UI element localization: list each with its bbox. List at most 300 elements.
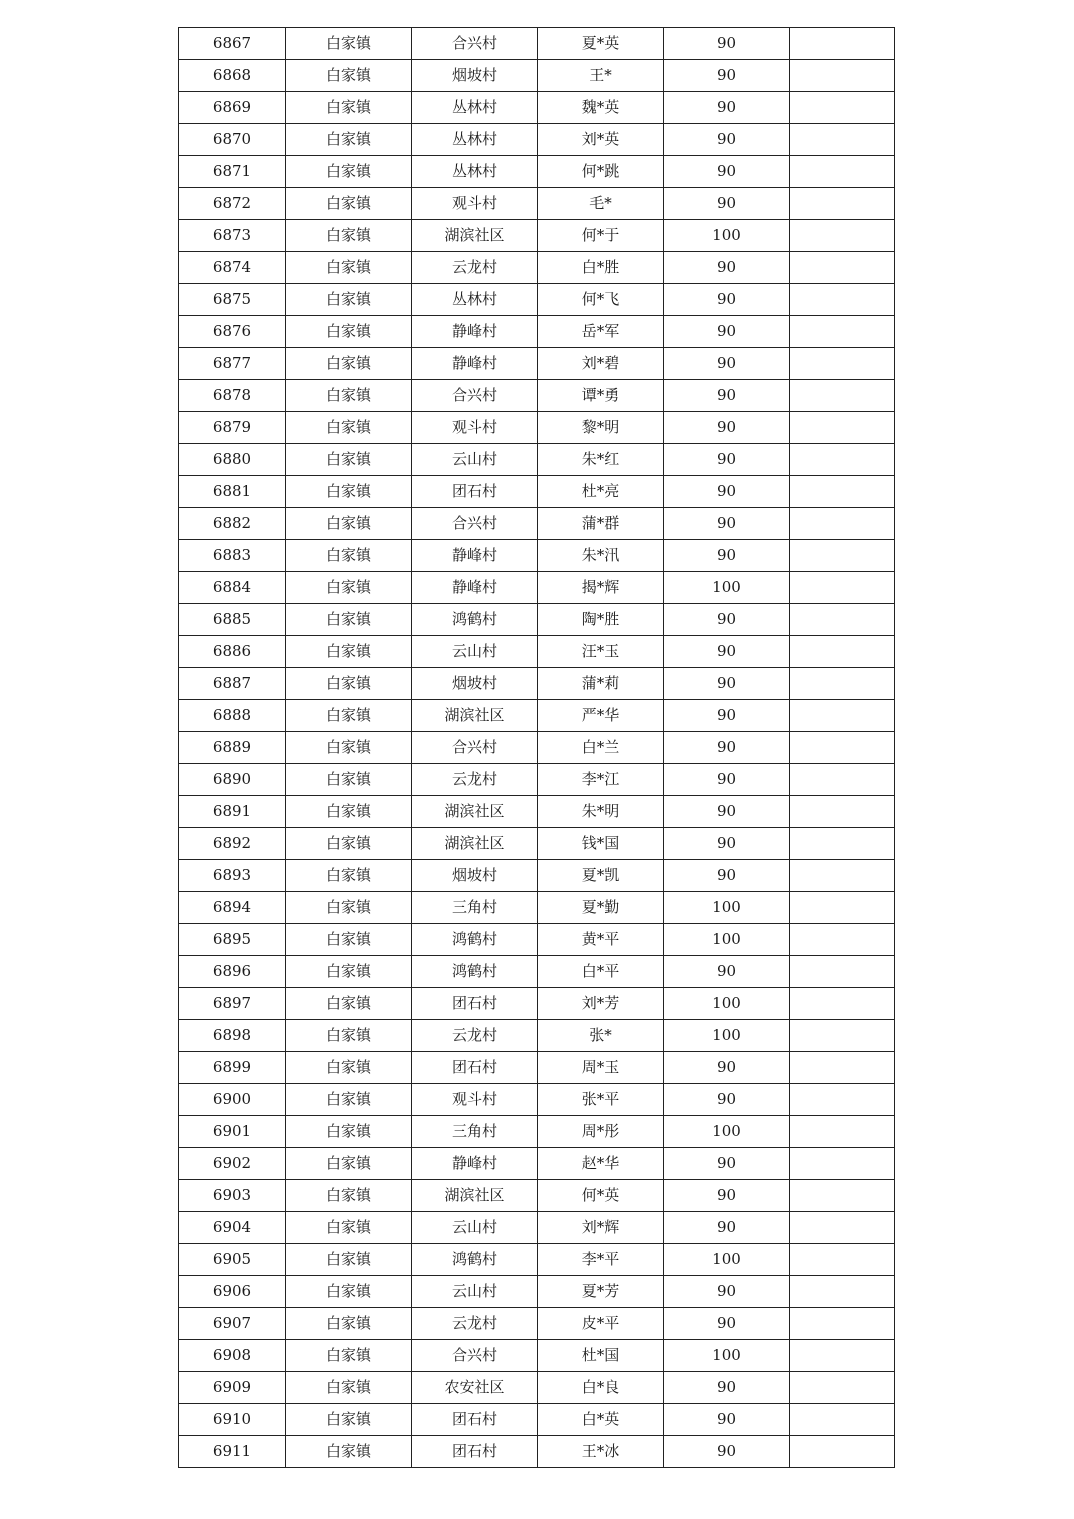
table-row <box>179 1308 895 1340</box>
name-cell: 严*华 <box>538 700 664 732</box>
name-cell: 王*冰 <box>538 1436 664 1468</box>
village-cell: 静峰村 <box>412 572 538 604</box>
name-cell: 张*平 <box>538 1084 664 1116</box>
amount-cell: 90 <box>664 1404 790 1436</box>
serial-number-cell: 6909 <box>179 1372 286 1404</box>
town-cell: 白家镇 <box>286 956 412 988</box>
amount-cell: 90 <box>664 604 790 636</box>
amount-cell: 90 <box>664 380 790 412</box>
village-cell: 丛林村 <box>412 284 538 316</box>
remark-cell <box>790 188 895 220</box>
village-cell: 鸿鹤村 <box>412 1244 538 1276</box>
town-cell: 白家镇 <box>286 348 412 380</box>
town-cell: 白家镇 <box>286 1052 412 1084</box>
remark-cell <box>790 60 895 92</box>
remark-cell <box>790 412 895 444</box>
table-row <box>179 572 895 604</box>
remark-cell <box>790 444 895 476</box>
town-cell: 白家镇 <box>286 124 412 156</box>
village-cell: 三角村 <box>412 1116 538 1148</box>
town-cell: 白家镇 <box>286 412 412 444</box>
town-cell: 白家镇 <box>286 1148 412 1180</box>
serial-number-cell: 6878 <box>179 380 286 412</box>
table-row <box>179 924 895 956</box>
name-cell: 朱*汛 <box>538 540 664 572</box>
village-cell: 静峰村 <box>412 540 538 572</box>
serial-number-cell: 6907 <box>179 1308 286 1340</box>
amount-cell: 90 <box>664 28 790 60</box>
table-row <box>179 28 895 60</box>
serial-number-cell: 6899 <box>179 1052 286 1084</box>
amount-cell: 90 <box>664 732 790 764</box>
town-cell: 白家镇 <box>286 1404 412 1436</box>
village-cell: 合兴村 <box>412 508 538 540</box>
serial-number-cell: 6877 <box>179 348 286 380</box>
amount-cell: 90 <box>664 828 790 860</box>
town-cell: 白家镇 <box>286 444 412 476</box>
remark-cell <box>790 636 895 668</box>
name-cell: 刘*碧 <box>538 348 664 380</box>
table-row <box>179 860 895 892</box>
amount-cell: 100 <box>664 924 790 956</box>
village-cell: 合兴村 <box>412 732 538 764</box>
serial-number-cell: 6904 <box>179 1212 286 1244</box>
remark-cell <box>790 1116 895 1148</box>
village-cell: 静峰村 <box>412 1148 538 1180</box>
table-row <box>179 540 895 572</box>
remark-cell <box>790 892 895 924</box>
town-cell: 白家镇 <box>286 508 412 540</box>
serial-number-cell: 6885 <box>179 604 286 636</box>
town-cell: 白家镇 <box>286 572 412 604</box>
table-row <box>179 956 895 988</box>
town-cell: 白家镇 <box>286 1084 412 1116</box>
serial-number-cell: 6870 <box>179 124 286 156</box>
table-row <box>179 700 895 732</box>
name-cell: 杜*国 <box>538 1340 664 1372</box>
serial-number-cell: 6879 <box>179 412 286 444</box>
amount-cell: 90 <box>664 1084 790 1116</box>
village-cell: 团石村 <box>412 1052 538 1084</box>
village-cell: 团石村 <box>412 1436 538 1468</box>
serial-number-cell: 6880 <box>179 444 286 476</box>
name-cell: 白*胜 <box>538 252 664 284</box>
remark-cell <box>790 1372 895 1404</box>
name-cell: 黎*明 <box>538 412 664 444</box>
name-cell: 刘*英 <box>538 124 664 156</box>
village-cell: 团石村 <box>412 1404 538 1436</box>
name-cell: 皮*平 <box>538 1308 664 1340</box>
remark-cell <box>790 1052 895 1084</box>
table-row <box>179 1020 895 1052</box>
name-cell: 杜*亮 <box>538 476 664 508</box>
amount-cell: 100 <box>664 572 790 604</box>
name-cell: 李*江 <box>538 764 664 796</box>
amount-cell: 90 <box>664 1372 790 1404</box>
table-row <box>179 1340 895 1372</box>
town-cell: 白家镇 <box>286 636 412 668</box>
amount-cell: 100 <box>664 1244 790 1276</box>
amount-cell: 90 <box>664 1436 790 1468</box>
table-row <box>179 476 895 508</box>
serial-number-cell: 6905 <box>179 1244 286 1276</box>
remark-cell <box>790 1020 895 1052</box>
name-cell: 毛* <box>538 188 664 220</box>
name-cell: 王* <box>538 60 664 92</box>
table-row <box>179 1180 895 1212</box>
name-cell: 刘*辉 <box>538 1212 664 1244</box>
remark-cell <box>790 1340 895 1372</box>
table-row <box>179 124 895 156</box>
table-row <box>179 988 895 1020</box>
table-row <box>179 892 895 924</box>
serial-number-cell: 6869 <box>179 92 286 124</box>
amount-cell: 90 <box>664 284 790 316</box>
remark-cell <box>790 764 895 796</box>
remark-cell <box>790 924 895 956</box>
town-cell: 白家镇 <box>286 316 412 348</box>
village-cell: 鸿鹤村 <box>412 956 538 988</box>
serial-number-cell: 6874 <box>179 252 286 284</box>
table-row <box>179 220 895 252</box>
table-row <box>179 1372 895 1404</box>
table-row <box>179 1436 895 1468</box>
amount-cell: 90 <box>664 348 790 380</box>
amount-cell: 90 <box>664 156 790 188</box>
name-cell: 夏*勤 <box>538 892 664 924</box>
serial-number-cell: 6886 <box>179 636 286 668</box>
amount-cell: 90 <box>664 188 790 220</box>
serial-number-cell: 6901 <box>179 1116 286 1148</box>
remark-cell <box>790 700 895 732</box>
table-row <box>179 668 895 700</box>
remark-cell <box>790 604 895 636</box>
village-cell: 云龙村 <box>412 764 538 796</box>
serial-number-cell: 6873 <box>179 220 286 252</box>
village-cell: 烟坡村 <box>412 668 538 700</box>
village-cell: 观斗村 <box>412 1084 538 1116</box>
serial-number-cell: 6888 <box>179 700 286 732</box>
serial-number-cell: 6890 <box>179 764 286 796</box>
remark-cell <box>790 28 895 60</box>
village-cell: 丛林村 <box>412 92 538 124</box>
remark-cell <box>790 252 895 284</box>
remark-cell <box>790 956 895 988</box>
town-cell: 白家镇 <box>286 380 412 412</box>
remark-cell <box>790 348 895 380</box>
village-cell: 烟坡村 <box>412 60 538 92</box>
serial-number-cell: 6868 <box>179 60 286 92</box>
village-cell: 静峰村 <box>412 316 538 348</box>
town-cell: 白家镇 <box>286 732 412 764</box>
town-cell: 白家镇 <box>286 1212 412 1244</box>
name-cell: 何*于 <box>538 220 664 252</box>
town-cell: 白家镇 <box>286 924 412 956</box>
amount-cell: 90 <box>664 1180 790 1212</box>
amount-cell: 90 <box>664 1212 790 1244</box>
serial-number-cell: 6897 <box>179 988 286 1020</box>
remark-cell <box>790 1244 895 1276</box>
name-cell: 周*玉 <box>538 1052 664 1084</box>
amount-cell: 90 <box>664 508 790 540</box>
town-cell: 白家镇 <box>286 828 412 860</box>
serial-number-cell: 6896 <box>179 956 286 988</box>
village-cell: 云山村 <box>412 1212 538 1244</box>
name-cell: 李*平 <box>538 1244 664 1276</box>
town-cell: 白家镇 <box>286 1276 412 1308</box>
remark-cell <box>790 156 895 188</box>
remark-cell <box>790 668 895 700</box>
town-cell: 白家镇 <box>286 1372 412 1404</box>
village-cell: 农安社区 <box>412 1372 538 1404</box>
remark-cell <box>790 732 895 764</box>
table-row <box>179 604 895 636</box>
town-cell: 白家镇 <box>286 796 412 828</box>
town-cell: 白家镇 <box>286 540 412 572</box>
amount-cell: 100 <box>664 1340 790 1372</box>
amount-cell: 90 <box>664 316 790 348</box>
amount-cell: 100 <box>664 1020 790 1052</box>
village-cell: 丛林村 <box>412 156 538 188</box>
village-cell: 丛林村 <box>412 124 538 156</box>
table-row <box>179 732 895 764</box>
remark-cell <box>790 1212 895 1244</box>
serial-number-cell: 6875 <box>179 284 286 316</box>
village-cell: 观斗村 <box>412 188 538 220</box>
table-row <box>179 284 895 316</box>
serial-number-cell: 6884 <box>179 572 286 604</box>
amount-cell: 90 <box>664 1276 790 1308</box>
name-cell: 张* <box>538 1020 664 1052</box>
amount-cell: 90 <box>664 60 790 92</box>
town-cell: 白家镇 <box>286 764 412 796</box>
town-cell: 白家镇 <box>286 1436 412 1468</box>
table-row <box>179 1276 895 1308</box>
remark-cell <box>790 316 895 348</box>
roster-table <box>178 27 895 1468</box>
serial-number-cell: 6892 <box>179 828 286 860</box>
name-cell: 白*英 <box>538 1404 664 1436</box>
village-cell: 云山村 <box>412 1276 538 1308</box>
table-row <box>179 828 895 860</box>
town-cell: 白家镇 <box>286 220 412 252</box>
name-cell: 岳*军 <box>538 316 664 348</box>
town-cell: 白家镇 <box>286 60 412 92</box>
amount-cell: 90 <box>664 92 790 124</box>
remark-cell <box>790 1404 895 1436</box>
amount-cell: 90 <box>664 668 790 700</box>
village-cell: 云龙村 <box>412 252 538 284</box>
village-cell: 观斗村 <box>412 412 538 444</box>
amount-cell: 90 <box>664 956 790 988</box>
village-cell: 静峰村 <box>412 348 538 380</box>
serial-number-cell: 6883 <box>179 540 286 572</box>
table-row <box>179 1052 895 1084</box>
serial-number-cell: 6889 <box>179 732 286 764</box>
serial-number-cell: 6887 <box>179 668 286 700</box>
village-cell: 云龙村 <box>412 1308 538 1340</box>
table-row <box>179 1116 895 1148</box>
village-cell: 鸿鹤村 <box>412 924 538 956</box>
village-cell: 合兴村 <box>412 380 538 412</box>
amount-cell: 90 <box>664 252 790 284</box>
name-cell: 夏*凯 <box>538 860 664 892</box>
name-cell: 白*兰 <box>538 732 664 764</box>
amount-cell: 100 <box>664 988 790 1020</box>
serial-number-cell: 6908 <box>179 1340 286 1372</box>
village-cell: 云山村 <box>412 636 538 668</box>
table-row <box>179 252 895 284</box>
table-row <box>179 1244 895 1276</box>
town-cell: 白家镇 <box>286 476 412 508</box>
town-cell: 白家镇 <box>286 188 412 220</box>
remark-cell <box>790 284 895 316</box>
serial-number-cell: 6898 <box>179 1020 286 1052</box>
remark-cell <box>790 92 895 124</box>
amount-cell: 90 <box>664 860 790 892</box>
name-cell: 揭*辉 <box>538 572 664 604</box>
name-cell: 夏*英 <box>538 28 664 60</box>
town-cell: 白家镇 <box>286 1308 412 1340</box>
village-cell: 湖滨社区 <box>412 1180 538 1212</box>
village-cell: 湖滨社区 <box>412 220 538 252</box>
serial-number-cell: 6903 <box>179 1180 286 1212</box>
town-cell: 白家镇 <box>286 28 412 60</box>
remark-cell <box>790 796 895 828</box>
table-row <box>179 1148 895 1180</box>
name-cell: 谭*勇 <box>538 380 664 412</box>
serial-number-cell: 6911 <box>179 1436 286 1468</box>
village-cell: 湖滨社区 <box>412 700 538 732</box>
table-row <box>179 412 895 444</box>
town-cell: 白家镇 <box>286 1180 412 1212</box>
village-cell: 湖滨社区 <box>412 796 538 828</box>
table-row <box>179 508 895 540</box>
village-cell: 烟坡村 <box>412 860 538 892</box>
remark-cell <box>790 1276 895 1308</box>
table-row <box>179 764 895 796</box>
table-row <box>179 380 895 412</box>
amount-cell: 100 <box>664 892 790 924</box>
name-cell: 朱*红 <box>538 444 664 476</box>
name-cell: 黄*平 <box>538 924 664 956</box>
amount-cell: 90 <box>664 1052 790 1084</box>
town-cell: 白家镇 <box>286 92 412 124</box>
town-cell: 白家镇 <box>286 892 412 924</box>
serial-number-cell: 6882 <box>179 508 286 540</box>
amount-cell: 90 <box>664 124 790 156</box>
town-cell: 白家镇 <box>286 1116 412 1148</box>
table-row <box>179 636 895 668</box>
serial-number-cell: 6895 <box>179 924 286 956</box>
name-cell: 魏*英 <box>538 92 664 124</box>
amount-cell: 90 <box>664 636 790 668</box>
remark-cell <box>790 828 895 860</box>
amount-cell: 90 <box>664 700 790 732</box>
amount-cell: 100 <box>664 220 790 252</box>
amount-cell: 90 <box>664 412 790 444</box>
table-row <box>179 1084 895 1116</box>
table-row <box>179 60 895 92</box>
name-cell: 刘*芳 <box>538 988 664 1020</box>
village-cell: 三角村 <box>412 892 538 924</box>
remark-cell <box>790 1436 895 1468</box>
amount-cell: 90 <box>664 1308 790 1340</box>
town-cell: 白家镇 <box>286 1244 412 1276</box>
table-row <box>179 316 895 348</box>
remark-cell <box>790 572 895 604</box>
serial-number-cell: 6906 <box>179 1276 286 1308</box>
name-cell: 白*平 <box>538 956 664 988</box>
serial-number-cell: 6900 <box>179 1084 286 1116</box>
village-cell: 云山村 <box>412 444 538 476</box>
town-cell: 白家镇 <box>286 668 412 700</box>
remark-cell <box>790 220 895 252</box>
remark-cell <box>790 124 895 156</box>
town-cell: 白家镇 <box>286 604 412 636</box>
village-cell: 湖滨社区 <box>412 828 538 860</box>
village-cell: 合兴村 <box>412 1340 538 1372</box>
remark-cell <box>790 1308 895 1340</box>
name-cell: 钱*国 <box>538 828 664 860</box>
town-cell: 白家镇 <box>286 1340 412 1372</box>
amount-cell: 90 <box>664 540 790 572</box>
name-cell: 白*良 <box>538 1372 664 1404</box>
name-cell: 朱*明 <box>538 796 664 828</box>
roster-table-body <box>179 28 895 1468</box>
amount-cell: 90 <box>664 796 790 828</box>
remark-cell <box>790 988 895 1020</box>
town-cell: 白家镇 <box>286 700 412 732</box>
serial-number-cell: 6891 <box>179 796 286 828</box>
village-cell: 合兴村 <box>412 28 538 60</box>
remark-cell <box>790 476 895 508</box>
name-cell: 蒲*莉 <box>538 668 664 700</box>
remark-cell <box>790 508 895 540</box>
serial-number-cell: 6871 <box>179 156 286 188</box>
name-cell: 何*跳 <box>538 156 664 188</box>
name-cell: 陶*胜 <box>538 604 664 636</box>
name-cell: 夏*芳 <box>538 1276 664 1308</box>
name-cell: 蒲*群 <box>538 508 664 540</box>
town-cell: 白家镇 <box>286 156 412 188</box>
table-row <box>179 348 895 380</box>
village-cell: 团石村 <box>412 988 538 1020</box>
amount-cell: 90 <box>664 764 790 796</box>
name-cell: 汪*玉 <box>538 636 664 668</box>
town-cell: 白家镇 <box>286 1020 412 1052</box>
remark-cell <box>790 860 895 892</box>
town-cell: 白家镇 <box>286 252 412 284</box>
remark-cell <box>790 540 895 572</box>
remark-cell <box>790 380 895 412</box>
serial-number-cell: 6910 <box>179 1404 286 1436</box>
name-cell: 赵*华 <box>538 1148 664 1180</box>
village-cell: 鸿鹤村 <box>412 604 538 636</box>
remark-cell <box>790 1084 895 1116</box>
table-row <box>179 444 895 476</box>
table-row <box>179 92 895 124</box>
village-cell: 团石村 <box>412 476 538 508</box>
serial-number-cell: 6872 <box>179 188 286 220</box>
remark-cell <box>790 1148 895 1180</box>
town-cell: 白家镇 <box>286 860 412 892</box>
serial-number-cell: 6876 <box>179 316 286 348</box>
amount-cell: 90 <box>664 476 790 508</box>
village-cell: 云龙村 <box>412 1020 538 1052</box>
table-row <box>179 796 895 828</box>
amount-cell: 90 <box>664 1148 790 1180</box>
